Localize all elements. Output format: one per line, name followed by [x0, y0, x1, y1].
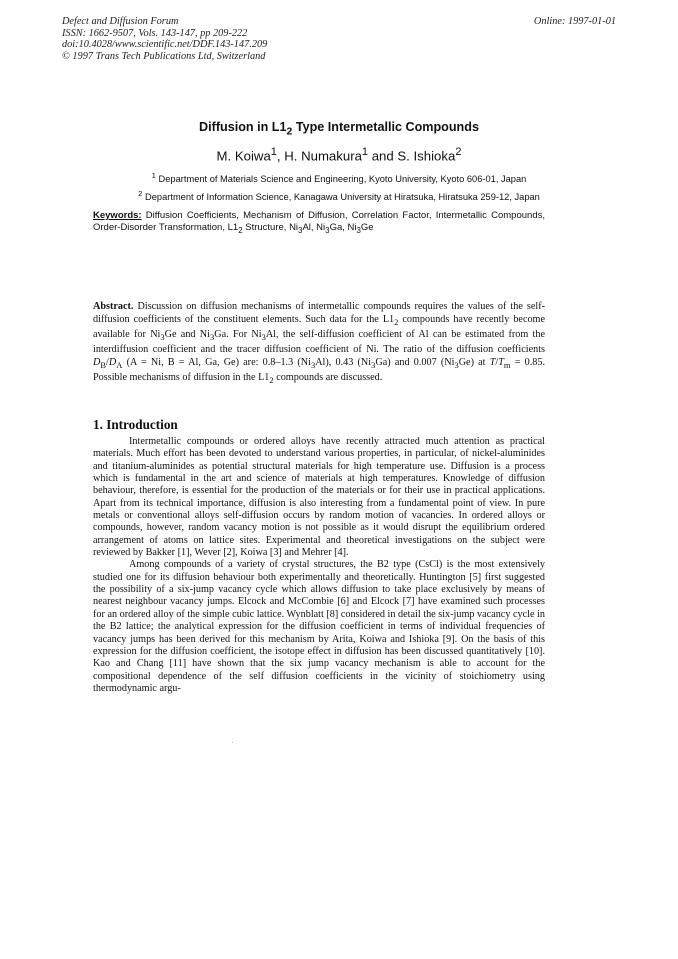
author-name: H. Numakura [284, 148, 362, 164]
issn-line: ISSN: 1662-9507, Vols. 143-147, pp 209-222 [62, 27, 248, 39]
keywords-label: Keywords: [93, 210, 142, 221]
abstract: Abstract. Discussion on diffusion mechanisms of intermetallic compounds requires the values of the self-diffusion coefficients of the constituent elements. Such data for the $L1_2$ compounds have recently become available for $Ni_3Ge$ and $Ni_3Ga$. For $Ni_3Al$, the self-diffusion coefficient of Al can be estimated from the interdiffusion coefficient and the tracer diffusion coefficient of Ni. The ratio of the diffusion coefficients $D_B/D_A$ (A = Ni, B = Al, Ga, Ge) are: 0.8–1.3 $(Ni_3Al)$, 0.43 $(Ni_3Ga)$ and 0.007 $(Ni_3Ge)$ at $T/T_m = 0.85$. Possible mechanisms of diffusion in the $L1_2$ compounds are discussed. [93, 301, 546, 385]
keywords: Keywords: Diffusion Coefficients, Mechanism of Diffusion, Correlation Factor, Intermetallic Compounds, Order-Disorder Transformation, $L1_2$ Structure, $Ni_3Al$, $Ni_3Ga$, $Ni_3Ge$ [93, 210, 545, 235]
paper-title: Diffusion in $L1_2$ Type Intermetallic Compounds [199, 120, 479, 138]
paragraph: Among compounds of a variety of crystal structures, the B2 type (CsCl) is the most extensively studied one for its diffusion behaviour both experimentally and theoretically. Huntington [5] first suggested the possibility of a six-jump vacancy cycle which allows diffusion to take place exclusively by means of nearest neighbour vacancy jumps. Elcock and McCombie [6] and Elcock [7] have examined such processes for an ordered alloy of the simple cubic lattice. Wynblatt [8] considered in detail the six-jump vacancy cycle in the B2 lattice; the analytical expression for the diffusion coefficient in terms of individual frequencies of vacancy jumps has been derived for this mechanism by Arita, Koiwa and Ishioka [9]. On the basis of this expression for the diffusion coefficient, the isotope effect in diffusion has been discussed quantitatively [10]. Kao and Chang [11] have shown that the six jump vacancy mechanism is able to account for the compositional dependence of the self diffusion coefficients in the vicinity of stoichiometry using thermodynamic argu- [93, 559, 545, 694]
copyright-line: © 1997 Trans Tech Publications Ltd, Switzerland [62, 50, 266, 62]
author-name: M. Koiwa [216, 148, 271, 164]
author-list: M. Koiwa$^1$, H. Numakura$^1$ and S. Ishioka$^2$ [216, 146, 462, 164]
section-heading-introduction: 1. Introduction [93, 417, 178, 432]
journal-name: Defect and Diffusion Forum [62, 16, 179, 27]
introduction-body [93, 436, 545, 695]
affiliation: $^2$ Department of Information Science, Kanagawa University at Hiratsuka, Hiratsuka 259-12, Japan [138, 189, 540, 203]
author-name: S. Ishioka [397, 148, 456, 164]
online-date: Online: 1997-01-01 [533, 16, 616, 27]
scan-speck [232, 742, 233, 743]
journal-header [62, 16, 267, 62]
abstract-label: Abstract. [93, 301, 134, 312]
paragraph: Intermetallic compounds or ordered alloys have recently attracted much attention as practical materials. Much effort has been devoted to understand various properties, in particular, of nickel-aluminides and titanium-aluminides as potential structural materials for high temperature use. Diffusion is a process which is fundamental in the art and science of materials at high temperatures. Knowledge of diffusion behaviour, therefore, is essential for the production of the materials or for their use in practical applications. Apart from its technical importance, diffusion is also interesting from a fundamental point of view. In pure metals or conventional alloys self-diffusion occurs by random motion of vacancies. In ordered alloys or compounds, however, random vacancy motion is not possible as it would disrupt the equilibrium ordered arrangement of atoms on lattice sites. Experimental and theoretical investigations on the subject were reviewed by Bakker [1], Wever [2], Koiwa [3] and Mehrer [4]. [93, 436, 545, 559]
doi-line[interactable]: doi:10.4028/www.scientific.net/DDF.143-147.209 [62, 39, 268, 51]
affiliation: $^1$ Department of Materials Science and Engineering, Kyoto University, Kyoto 606-01, Japan [151, 171, 527, 185]
